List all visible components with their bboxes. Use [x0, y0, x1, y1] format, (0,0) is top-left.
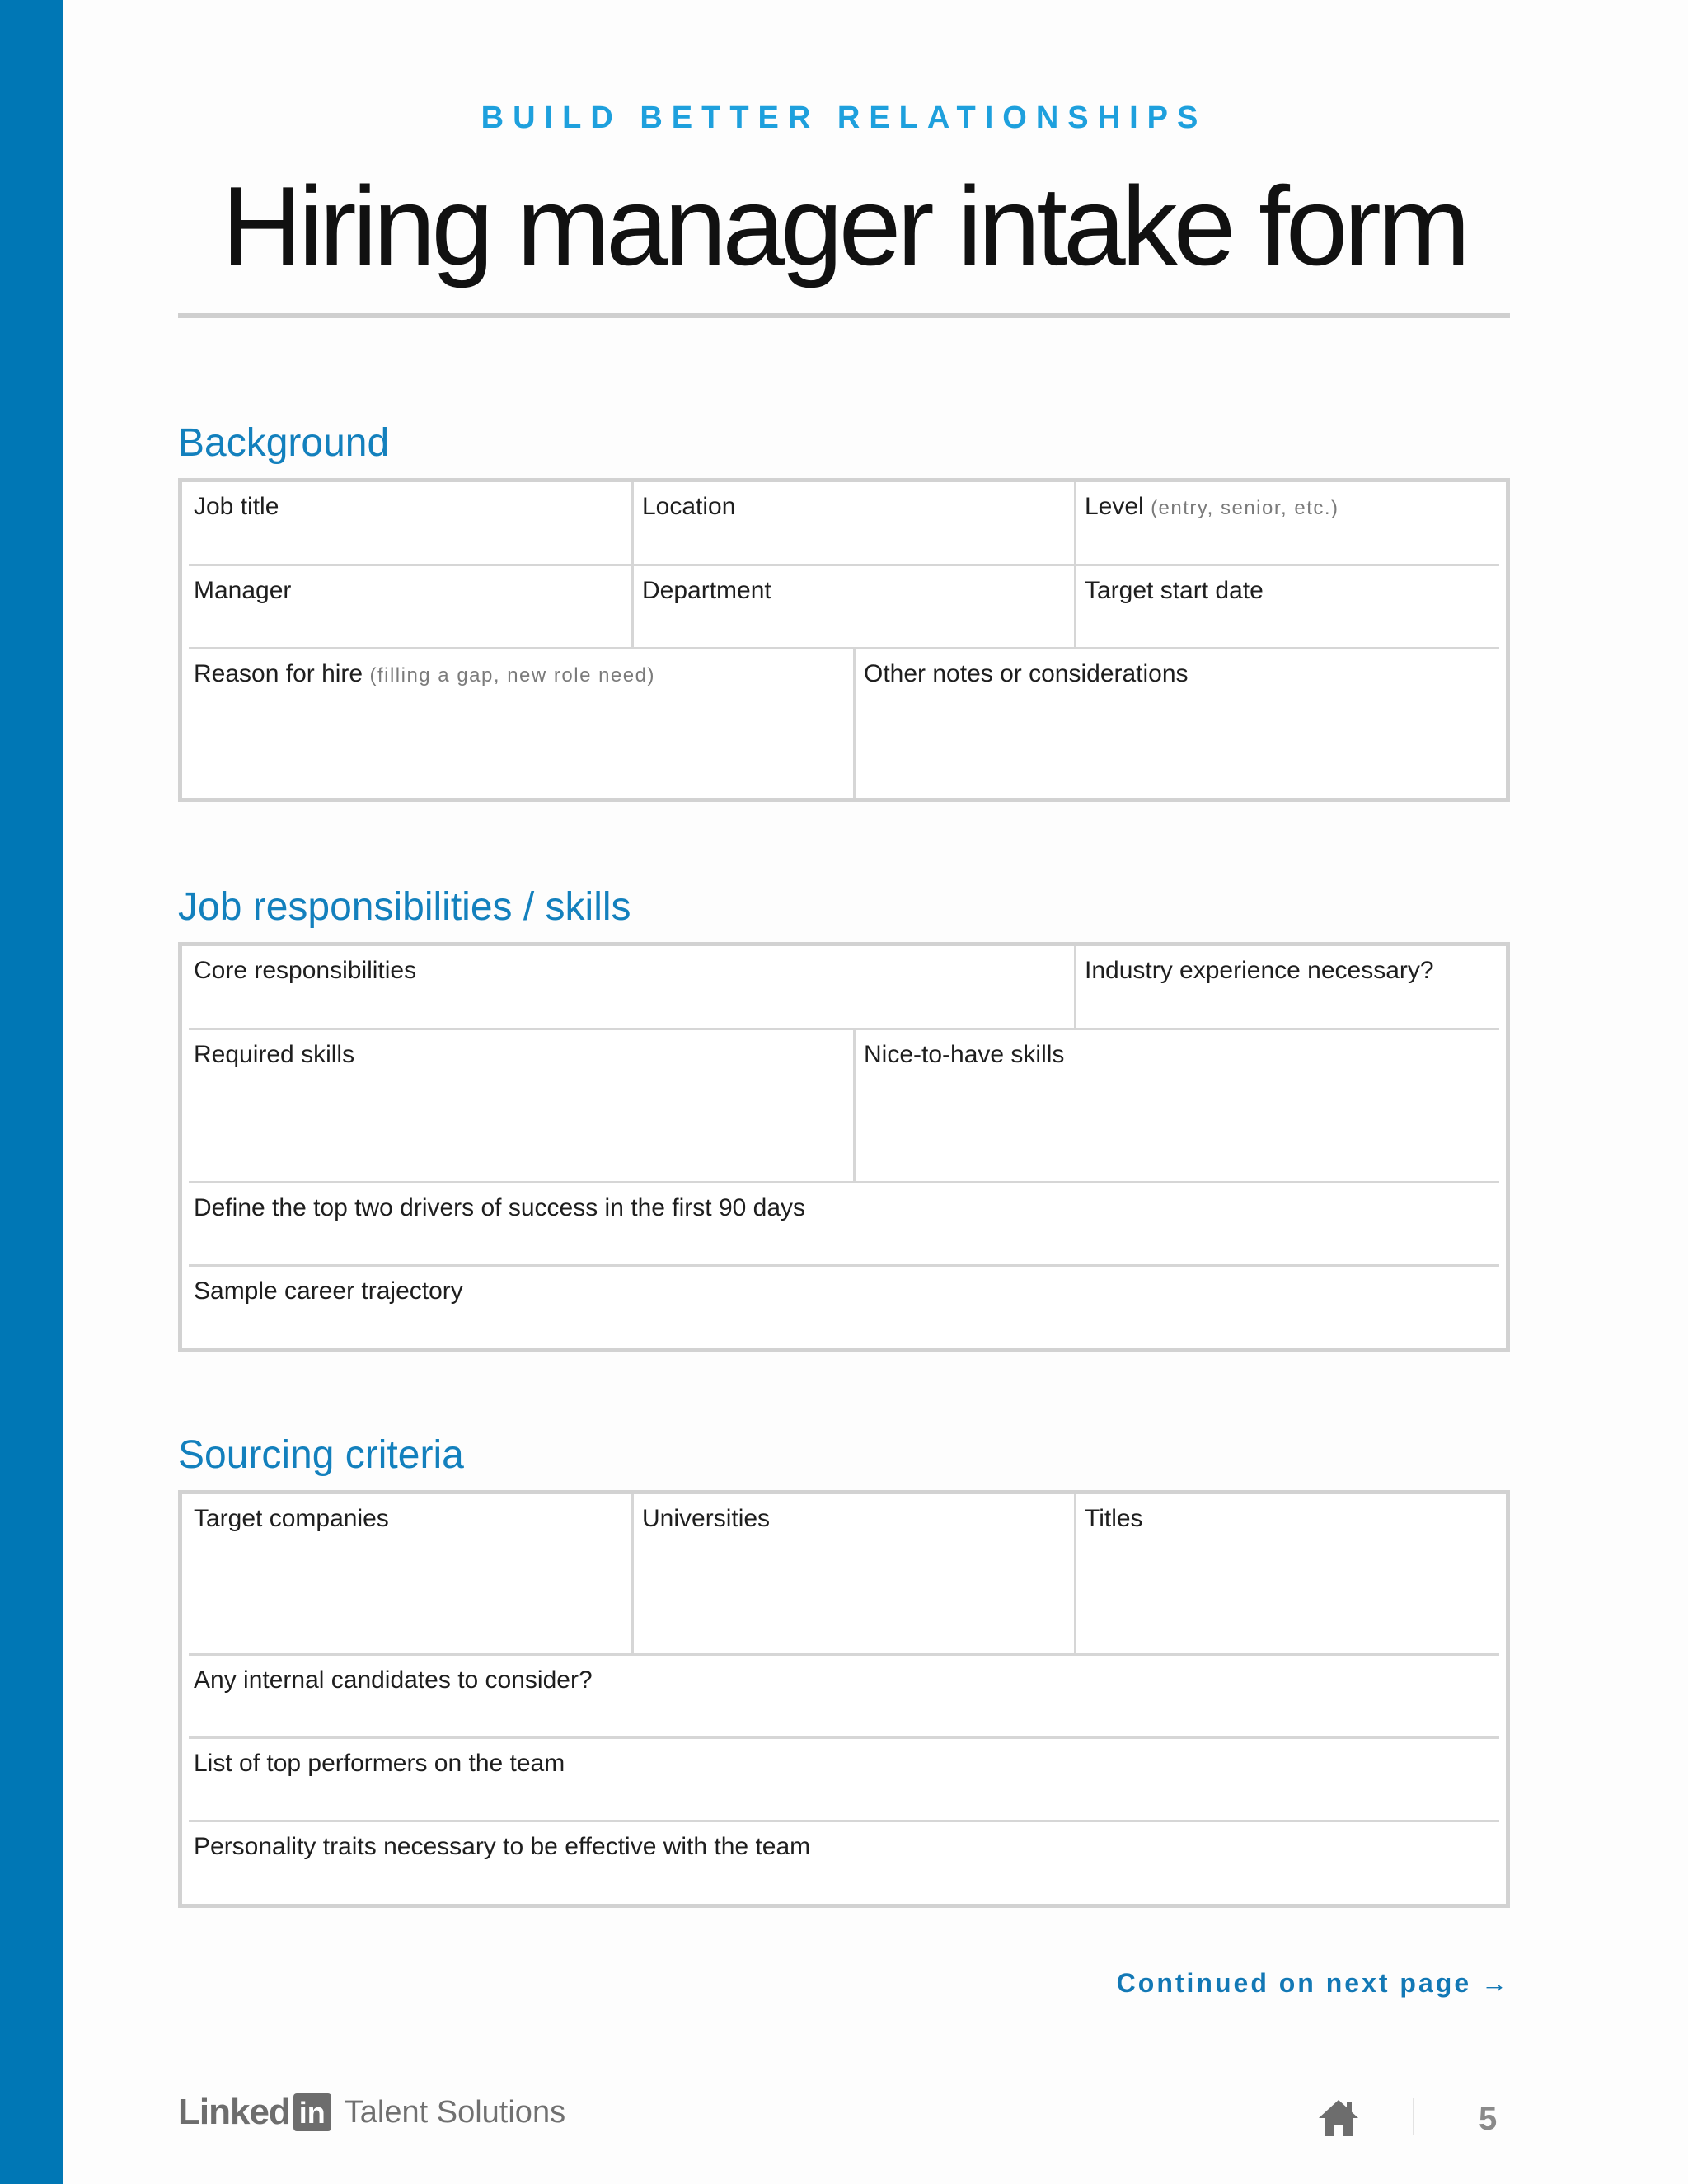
- form-row: [189, 1030, 1499, 1183]
- field-label: Sample career trajectory: [194, 1277, 463, 1305]
- field-label: Nice-to-have skills: [864, 1041, 1065, 1068]
- field-label: Define the top two drivers of success in the first 90 days: [194, 1194, 806, 1221]
- field-label: Core responsibilities: [194, 957, 417, 984]
- form-sourcing: [178, 1490, 1510, 1908]
- field-label: Manager: [194, 577, 292, 604]
- section-title-responsibilities: Job responsibilities / skills: [178, 885, 631, 929]
- field-label: Level: [1085, 493, 1144, 520]
- field-universities[interactable]: [631, 1494, 1074, 1653]
- eyebrow-heading: BUILD BETTER RELATIONSHIPS: [481, 101, 1207, 135]
- field-internal-candidates[interactable]: [189, 1656, 1499, 1736]
- form-row: [189, 1267, 1499, 1348]
- field-hint: (entry, senior, etc.): [1151, 497, 1339, 519]
- form-row: [189, 1739, 1499, 1822]
- field-level[interactable]: [1074, 482, 1499, 564]
- field-target-start-date[interactable]: [1074, 566, 1499, 647]
- logo-subtitle: Talent Solutions: [344, 2094, 566, 2130]
- field-label: Personality traits necessary to be effective with the team: [194, 1833, 811, 1860]
- form-row: [189, 566, 1499, 649]
- field-other-notes[interactable]: [853, 649, 1499, 798]
- field-top-performers[interactable]: [189, 1739, 1499, 1820]
- field-industry-experience[interactable]: [1074, 946, 1499, 1028]
- field-label: Location: [642, 493, 736, 520]
- field-manager[interactable]: [189, 566, 631, 647]
- continued-next-page-link[interactable]: Continued on next page →: [1116, 1968, 1510, 1998]
- field-label: Titles: [1085, 1505, 1143, 1532]
- form-row: [189, 649, 1499, 798]
- field-label: Job title: [194, 493, 279, 520]
- form-row: [189, 1656, 1499, 1739]
- field-label: Target companies: [194, 1505, 389, 1532]
- field-label: List of top performers on the team: [194, 1750, 565, 1777]
- form-responsibilities: [178, 942, 1510, 1352]
- field-label: Target start date: [1085, 577, 1264, 604]
- form-row: [189, 1822, 1499, 1904]
- field-label: Department: [642, 577, 771, 604]
- field-nice-to-have-skills[interactable]: [853, 1030, 1499, 1181]
- field-job-title[interactable]: [189, 482, 631, 564]
- linkedin-talent-solutions-logo: [178, 2092, 565, 2133]
- field-personality-traits[interactable]: [189, 1822, 1499, 1904]
- form-row: [189, 946, 1499, 1030]
- field-label: Industry experience necessary?: [1085, 957, 1434, 984]
- field-reason-for-hire[interactable]: [189, 649, 853, 798]
- field-location[interactable]: [631, 482, 1074, 564]
- field-label: Required skills: [194, 1041, 355, 1068]
- field-core-responsibilities[interactable]: [189, 946, 1074, 1028]
- logo-wordmark: Linked: [178, 2092, 290, 2132]
- field-target-companies[interactable]: [189, 1494, 631, 1653]
- form-row: [189, 482, 1499, 566]
- field-career-trajectory[interactable]: [189, 1267, 1499, 1348]
- field-required-skills[interactable]: [189, 1030, 853, 1181]
- form-row: [189, 1494, 1499, 1656]
- page-title: Hiring manager intake form: [221, 163, 1467, 288]
- field-hint: (filling a gap, new role need): [369, 664, 655, 687]
- form-background: [178, 478, 1510, 802]
- field-label: Any internal candidates to consider?: [194, 1666, 593, 1694]
- side-accent-bar: [0, 0, 63, 2184]
- field-department[interactable]: [631, 566, 1074, 647]
- title-divider: [178, 313, 1510, 318]
- field-label: Reason for hire: [194, 660, 363, 687]
- form-row: [189, 1183, 1499, 1267]
- field-label: Other notes or considerations: [864, 660, 1189, 687]
- section-title-background: Background: [178, 421, 390, 465]
- field-label: Universities: [642, 1505, 771, 1532]
- field-drivers-of-success[interactable]: [189, 1183, 1499, 1264]
- logo-in-badge: in: [293, 2093, 331, 2131]
- home-icon[interactable]: [1317, 2098, 1360, 2138]
- field-titles[interactable]: [1074, 1494, 1499, 1653]
- footer-divider: [1413, 2098, 1414, 2135]
- page-number: 5: [1479, 2101, 1498, 2137]
- section-title-sourcing: Sourcing criteria: [178, 1433, 464, 1477]
